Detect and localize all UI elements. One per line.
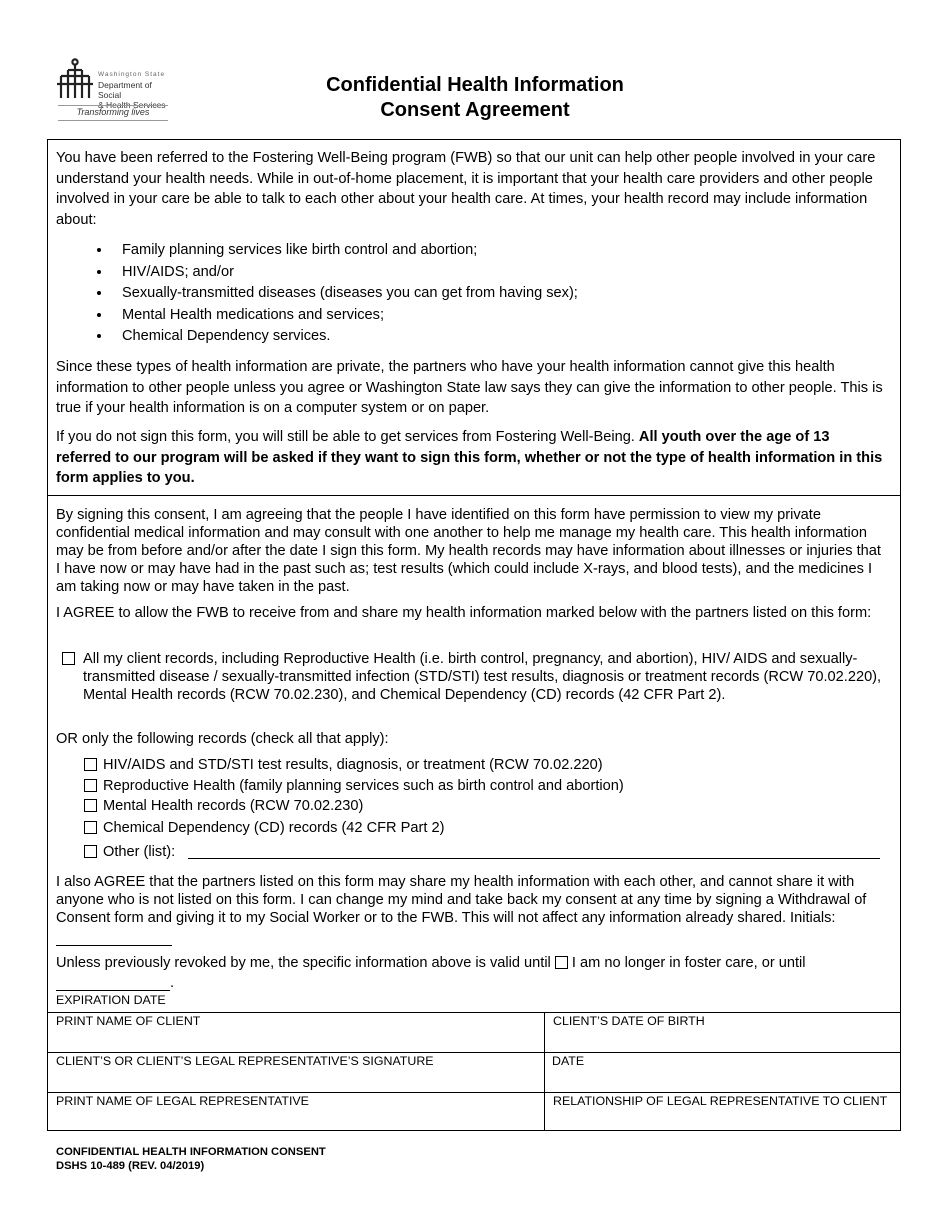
validity-text: Unless previously revoked by me, the specific information above is valid until	[56, 955, 555, 971]
client-dob-field[interactable]: CLIENT’S DATE OF BIRTH	[553, 1014, 705, 1028]
other-list-field[interactable]	[188, 858, 880, 859]
or-only-label: OR only the following records (check all that apply):	[56, 731, 389, 747]
expiration-date-label: EXPIRATION DATE	[56, 993, 166, 1007]
footer-form-number: DSHS 10-489 (REV. 04/2019)	[56, 1160, 205, 1172]
chemical-dependency-label: Chemical Dependency (CD) records (42 CFR Part 2)	[103, 820, 445, 836]
relationship-field[interactable]: RELATIONSHIP OF LEGAL REPRESENTATIVE TO CLIENT	[553, 1094, 888, 1108]
footer-form-title: CONFIDENTIAL HEALTH INFORMATION CONSENT	[56, 1146, 326, 1158]
mental-health-checkbox[interactable]	[84, 799, 97, 812]
all-records-label: All my client records, including Reproductive Health (i.e. birth control, pregnancy, and abortion), HIV/ AIDS and sexually-transmitted disease / sexually-transmitted infection (STD/STI) test results, diagnosis or treatment records (RCW 70.02.220), Mental Health records (RCW 70.02.230), and Chemical Dependency (CD) records (42 CFR Part 2).	[83, 651, 882, 703]
all-records-checkbox[interactable]	[62, 652, 75, 665]
also-agree-paragraph	[56, 873, 888, 946]
form-title	[250, 73, 700, 123]
sensitive-info-list	[66, 240, 578, 348]
list-item: • Family planning services like birth control and abortion;	[112, 240, 578, 262]
dshs-emblem-icon	[56, 58, 94, 100]
expiration-date-field[interactable]	[56, 990, 170, 991]
privacy-paragraph: Since these types of health information are private, the partners who have your health information cannot give this health information to other people unless you agree or Washington State law says they can give the information to other people. This is true if your health information is on a computer system or on paper.	[56, 359, 883, 416]
agency-tagline: Transforming lives	[76, 107, 150, 117]
youth-over-13-notice: All youth over the age of 13 referred to our program will be asked if they want to sign this form, whether or not the type of health information in this form applies to you.	[56, 429, 883, 486]
reproductive-health-checkbox[interactable]	[84, 779, 97, 792]
other-checkbox[interactable]	[84, 845, 97, 858]
list-item: • Mental Health medications and services;	[112, 305, 578, 327]
signature-field[interactable]: CLIENT’S OR CLIENT’S LEGAL REPRESENTATIVE’S SIGNATURE	[56, 1054, 434, 1068]
no-longer-in-foster-care-checkbox[interactable]	[555, 956, 568, 969]
grid-divider	[48, 1052, 900, 1053]
dshs-logo	[56, 58, 170, 122]
form-title-line-1: Confidential Health Information	[326, 74, 624, 96]
list-item: • HIV/AIDS; and/or	[112, 262, 578, 284]
form-footer	[56, 1145, 326, 1173]
intro-paragraph: You have been referred to the Fostering Well-Being program (FWB) so that our unit can help other people involved in your care understand your health needs. While in out-of-home placement, it is important that your health care providers and other people involved in your care be able to talk to each other about your health care. At times, your health record may include information about:	[56, 150, 876, 228]
agency-line-1: Department of Social	[98, 80, 152, 100]
option-reproductive-health	[84, 776, 624, 796]
date-field[interactable]: DATE	[552, 1054, 585, 1068]
print-name-client-field[interactable]: PRINT NAME OF CLIENT	[56, 1014, 201, 1028]
option-chemical-dependency	[84, 818, 444, 838]
also-agree-text: I also AGREE that the partners listed on this form may share my health information with each other, and cannot share it with anyone who is not listed on this form. I can change my mind and take back my consent at any time by signing a Withdrawal of Consent form and giving it to my Social Worker or to the FWB. This will not affect any information already shared. Initials:	[56, 874, 867, 926]
option-mental-health	[84, 796, 363, 816]
foster-care-text: I am no longer in foster care, or until	[567, 955, 806, 971]
reproductive-health-label: Reproductive Health (family planning services such as birth control and abortion)	[103, 778, 624, 794]
option-hiv-std	[84, 755, 603, 775]
other-label: Other (list):	[103, 844, 176, 860]
agency-name	[98, 70, 170, 110]
list-item: • Sexually-transmitted diseases (diseases you can get from having sex);	[112, 283, 578, 305]
agency-state: Washington State	[98, 71, 166, 78]
option-other	[84, 842, 175, 862]
list-item: • Chemical Dependency services.	[112, 326, 578, 348]
agree-paragraph: I AGREE to allow the FWB to receive from and share my health information marked below with the partners listed on this form:	[56, 605, 872, 621]
validity-line	[56, 954, 888, 972]
section-divider	[48, 495, 900, 496]
initials-field[interactable]	[56, 927, 172, 946]
form-title-line-2: Consent Agreement	[380, 99, 570, 121]
chemical-dependency-checkbox[interactable]	[84, 821, 97, 834]
mental-health-label: Mental Health records (RCW 70.02.230)	[103, 798, 364, 814]
logo-divider	[58, 105, 168, 106]
grid-divider	[48, 1012, 900, 1013]
grid-column-divider	[544, 1012, 545, 1131]
signing-optional-paragraph	[56, 427, 888, 489]
grid-divider	[48, 1092, 900, 1093]
hiv-std-checkbox[interactable]	[84, 758, 97, 771]
agency-line-2: & Health Services	[98, 100, 166, 110]
hiv-std-label: HIV/AIDS and STD/STI test results, diagnosis, or treatment (RCW 70.02.220)	[103, 757, 603, 773]
form-body	[47, 139, 901, 1131]
logo-divider-bottom	[58, 120, 168, 121]
consent-paragraph: By signing this consent, I am agreeing that the people I have identified on this form have permission to view my private confidential medical information and may consult with one another to help me manage my health care. This health information may be from before and/or after the date I sign this form. My health records may have information about illnesses or injuries that I have now or may have had in the past such as; test results (which could include X-rays, and blood tests), and the medicines I am taking now or may have taken in the past.	[56, 507, 881, 595]
signing-optional-text: If you do not sign this form, you will still be able to get services from Fostering Well-Being.	[56, 429, 639, 445]
print-name-rep-field[interactable]: PRINT NAME OF LEGAL REPRESENTATIVE	[56, 1094, 309, 1108]
expiration-period: .	[170, 975, 175, 991]
